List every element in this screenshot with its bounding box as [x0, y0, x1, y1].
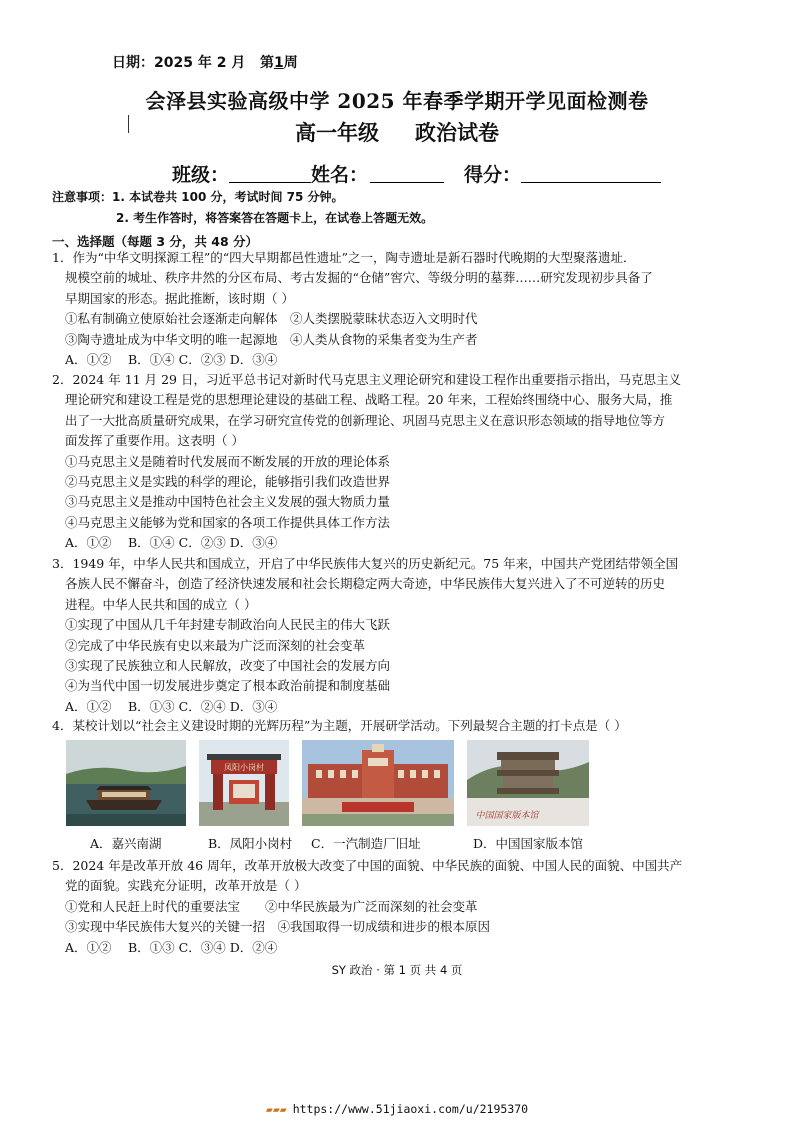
watermark-url[interactable]: https://www.51jiaoxi.com/u/2195370: [292, 1102, 529, 1116]
question-text: 各族人民不懈奋斗，创造了经济快速发展和社会长期稳定两大奇迹，中华民族伟大复兴进入了不可逆转的历史: [65, 576, 666, 592]
question-text: 早期国家的形态。据此推断，该时期（ ）: [65, 290, 294, 306]
statement: ②完成了中华民族有史以来最为广泛而深刻的社会变革: [65, 637, 366, 653]
class-label: 班级：: [172, 164, 230, 186]
library-sign-text: 中国国家版本馆: [475, 811, 539, 821]
score-label: 得分：: [464, 164, 522, 186]
statement: ③实现了民族独立和人民解放，改变了中国社会的发展方向: [65, 658, 391, 674]
question-4: [52, 716, 702, 736]
choice-c[interactable]: C．一汽制造厂旧址: [311, 836, 421, 851]
choice-a[interactable]: A．嘉兴南湖: [90, 836, 162, 851]
subject-label: 政治试卷: [415, 120, 499, 145]
grade-label: 高一年级: [295, 120, 379, 145]
statement: ①实现了中国从几千年封建专制政治向人民民主的伟大飞跃: [65, 617, 391, 633]
watermark: [0, 1102, 794, 1116]
statement: ②马克思主义是实践的科学的理论，能够指引我们改造世界: [65, 474, 391, 490]
question-text: 党的面貌。实践充分证明，改革开放是（ ）: [65, 878, 307, 894]
photo-national-archives-library: [467, 740, 589, 826]
statement: ①私有制确立使原始社会逐渐走向解体 ②人类摆脱蒙昧状态迈入文明时代: [65, 311, 478, 327]
question-text: 5．2024 年是改革开放 46 周年，改革开放极大改变了中国的面貌、中华民族的面貌、中国人民的面貌、中国共产: [52, 858, 683, 873]
page-footer: SY 政治 · 第 1 页 共 4 页: [331, 963, 463, 977]
notice-line-2: 2. 考生作答时，将答案答在答题卡上，在试卷上答题无效。: [116, 211, 434, 225]
exam-subtitle: [0, 117, 794, 147]
question-text: 1．作为“中华文明探源工程”的“四大早期都邑性遗址”之一，陶寺遗址是新石器时代晚期的大型聚落遗址．: [52, 250, 636, 265]
photo-faw-factory: [302, 740, 454, 826]
choice-d[interactable]: D．中国国家版本馆: [473, 836, 584, 851]
site-logo-icon: ▰▰▰: [265, 1102, 287, 1116]
statement: ④马克思主义能够为党和国家的各项工作提供具体工作方法: [65, 514, 391, 530]
statement: ③实现中华民族伟大复兴的关键一招 ④我国取得一切成绩和进步的根本原因: [65, 919, 491, 935]
question-2: [52, 370, 702, 554]
question-text: 进程。中华人民共和国的成立（ ）: [65, 596, 257, 612]
statement: ③陶寺遗址成为中华文明的唯一起源地 ④人类从食物的采集者变为生产者: [65, 331, 478, 347]
question-text: 面发挥了重要作用。这表明（ ）: [65, 433, 244, 449]
exam-date: 日期：2025 年 2 月 第1周: [112, 55, 298, 71]
answer-options[interactable]: A．①② B．①③ C．③④ D．②④: [65, 939, 278, 955]
question-text: 3．1949 年，中华人民共和国成立，开启了中华民族伟大复兴的历史新纪元。75 年来，中国共产党团结带领全国: [52, 556, 679, 571]
gate-sign-text: 凤阳小岗村: [224, 763, 264, 772]
question-text: 2．2024 年 11 月 29 日，习近平总书记对新时代马克思主义理论研究和建设工程作出重要指示指出，马克思主义: [52, 372, 681, 387]
class-blank[interactable]: [229, 164, 311, 183]
answer-options[interactable]: A．①② B．①④ C．②③ D．③④: [65, 352, 278, 368]
choice-b[interactable]: B．凤阳小岗村: [208, 836, 293, 851]
question-5: [52, 856, 702, 958]
question-text: 理论研究和建设工程是党的思想理论建设的基础工程、战略工程。20 年来，工程始终围绕中心、服务大局，推: [65, 392, 673, 408]
photo-xiaogang-gate: [199, 740, 289, 826]
statement: ①马克思主义是随着时代发展而不断发展的开放的理论体系: [65, 453, 391, 469]
name-blank[interactable]: [370, 164, 444, 183]
notice-line-1: 注意事项：1. 本试卷共 100 分，考试时间 75 分钟。: [52, 190, 344, 204]
exam-title: 会泽县实验高级中学 2025 年春季学期开学见面检测卷: [145, 89, 649, 113]
photo-south-lake-boat: [66, 740, 186, 826]
statement: ①党和人民赶上时代的重要法宝 ②中华民族最为广泛而深刻的社会变革: [65, 898, 478, 914]
section-heading: 一、选择题（每题 3 分，共 48 分）: [52, 234, 259, 249]
student-info-fields: [172, 160, 661, 187]
name-label: 姓名：: [311, 164, 369, 186]
question-1: [52, 248, 702, 370]
statement: ③马克思主义是推动中国特色社会主义发展的强大物质力量: [65, 494, 391, 510]
question-text: 出了一大批高质量研究成果，在学习研究宣传党的创新理论、巩固马克思主义在意识形态领域的指导地位等方: [65, 412, 666, 428]
answer-options[interactable]: A．①② B．①④ C．②③ D．③④: [65, 535, 278, 551]
question-text: 规模空前的城址、秩序井然的分区布局、考古发掘的“仓储”窖穴、等级分明的墓葬……研究发现初步具备了: [65, 270, 653, 286]
statement: ④为当代中国一切发展进步奠定了根本政治前提和制度基础: [65, 678, 391, 694]
question-3: [52, 554, 702, 717]
score-blank[interactable]: [521, 164, 661, 183]
question-text: 4．某校计划以“社会主义建设时期的光辉历程”为主题，开展研学活动。下列最契合主题的打卡点是（ ）: [52, 718, 627, 733]
answer-options[interactable]: A．①② B．①③ C．②④ D．③④: [65, 698, 278, 714]
week-number: 1: [273, 55, 284, 71]
